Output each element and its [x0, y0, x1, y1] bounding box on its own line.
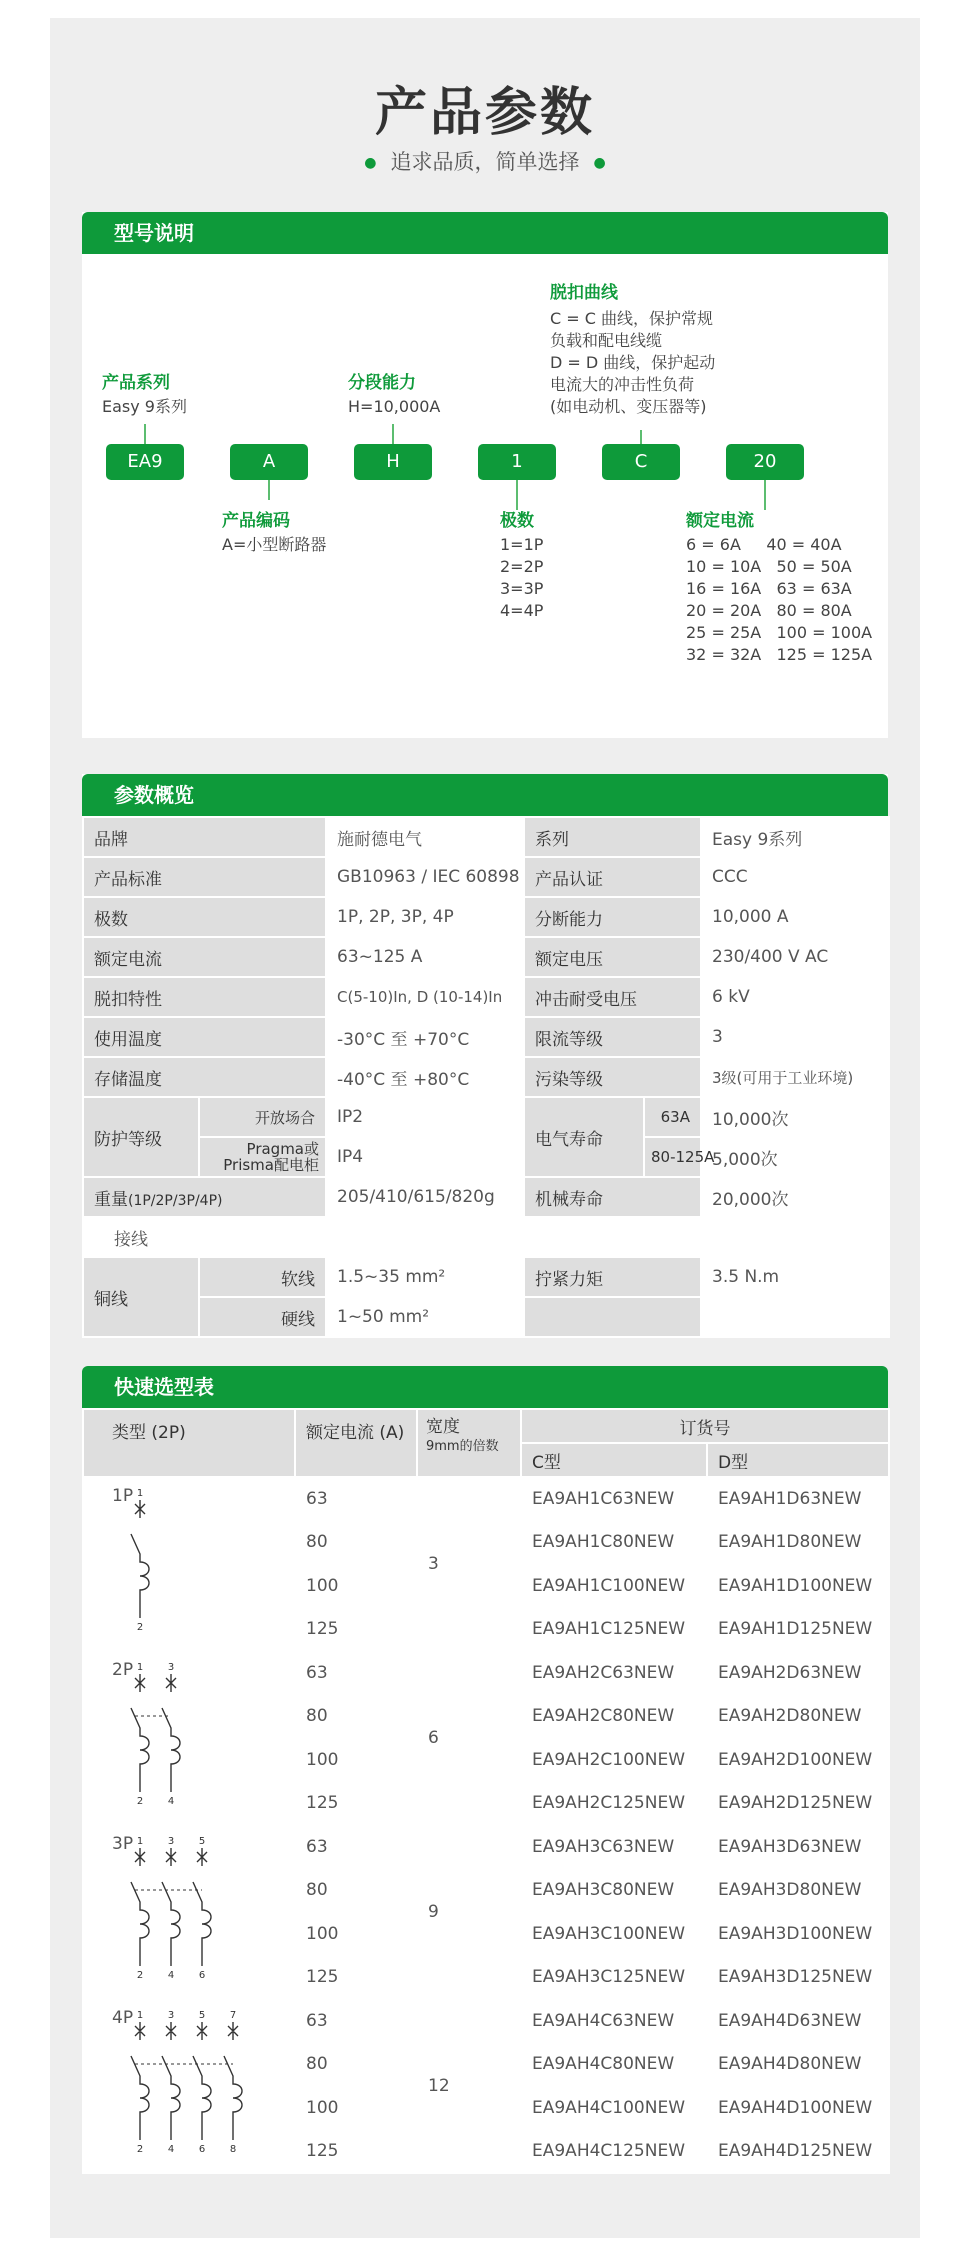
param-label: 使用温度: [83, 1017, 326, 1057]
order-number-c: EA9AH3C80NEW: [521, 1869, 707, 1913]
param-value: 3级(可用于工业环境): [701, 1057, 889, 1097]
terminal-number: 1: [136, 1662, 144, 1673]
order-number-d: EA9AH3D63NEW: [707, 1825, 889, 1869]
order-number-d: EA9AH3D80NEW: [707, 1869, 889, 1913]
poles-label: 极数: [500, 511, 534, 531]
overview-row: [83, 977, 889, 1017]
overview-row: [83, 937, 889, 977]
subtitle-text: 追求品质，简单选择: [390, 150, 580, 174]
selection-header: 快速选型表: [82, 1366, 888, 1408]
weight-label: [83, 1177, 326, 1217]
selection-row: [83, 1999, 889, 2043]
terminal-number: 8: [229, 2144, 237, 2155]
page-title: 产品参数: [374, 83, 595, 143]
breaker-pole-line: [162, 1674, 180, 1792]
model-explanation-header: 型号说明: [82, 212, 888, 254]
rated-current-cell: 100: [295, 1738, 417, 1782]
weight-label-text: 重量: [94, 1189, 128, 1210]
rated-current-cell: 63: [295, 1477, 417, 1521]
order-number-c: EA9AH4C80NEW: [521, 2043, 707, 2087]
terminal-number: 5: [198, 1836, 206, 1847]
order-number-d: EA9AH1D100NEW: [707, 1564, 889, 1608]
overview-row: [83, 1177, 889, 1217]
protection-open-value: IP2: [326, 1097, 524, 1137]
col-width-sub: 9mm的倍数: [426, 1439, 499, 1454]
terminal-number: 2: [136, 1796, 144, 1807]
order-number-d: EA9AH3D125NEW: [707, 1956, 889, 2000]
param-label: 产品认证: [524, 857, 701, 897]
overview-section: [82, 774, 888, 1330]
param-label: 污染等级: [524, 1057, 701, 1097]
selection-table: [82, 1408, 890, 2174]
breaker-type-cell: [83, 1477, 295, 1651]
overview-row: [83, 1057, 889, 1097]
series-label: 产品系列: [102, 373, 170, 393]
overview-header: 参数概览: [82, 774, 888, 816]
breaking-capacity-text: H=10,000A: [348, 397, 441, 416]
overview-table: [82, 816, 890, 1338]
param-value: C(5-10)In, D (10-14)In: [326, 977, 524, 1017]
order-number-c: EA9AH2C100NEW: [521, 1738, 707, 1782]
bullet-dot-icon: ●: [593, 155, 606, 171]
param-label: 脱扣特性: [83, 977, 326, 1017]
order-number-c: EA9AH1C63NEW: [521, 1477, 707, 1521]
order-number-c: EA9AH1C100NEW: [521, 1564, 707, 1608]
code-pill-product: A: [230, 444, 308, 480]
code-pill-curve: C: [602, 444, 680, 480]
breaker-pole-line: [131, 2022, 149, 2140]
page-subtitle: [50, 146, 920, 176]
terminal-number: 6: [198, 2144, 206, 2155]
terminal-number: 4: [167, 1796, 175, 1807]
empty-cell: [524, 1297, 701, 1337]
protection-cabinet-label: [199, 1137, 326, 1177]
torque-label: 拧紧力矩: [524, 1257, 701, 1297]
rated-current-cell: 63: [295, 1999, 417, 2043]
breaker-type-cell: [83, 1651, 295, 1825]
param-label: 冲击耐受电压: [524, 977, 701, 1017]
weight-value: 205/410/615/820g: [326, 1177, 524, 1217]
empty-cell: [701, 1297, 889, 1337]
param-label: 额定电流: [83, 937, 326, 977]
param-label: 限流等级: [524, 1017, 701, 1057]
protection-cabinet-value: IP4: [326, 1137, 524, 1177]
order-number-d: EA9AH2D100NEW: [707, 1738, 889, 1782]
poles-text: 1=1P 2=2P 3=3P 4=4P: [500, 535, 544, 620]
terminal-number: 3: [167, 1662, 175, 1673]
terminal-number: 3: [167, 2010, 175, 2021]
param-label: 产品标准: [83, 857, 326, 897]
overview-row: [83, 857, 889, 897]
order-number-d: EA9AH4D80NEW: [707, 2043, 889, 2087]
hard-wire-label: 硬线: [199, 1297, 326, 1337]
order-number-d: EA9AH3D100NEW: [707, 1912, 889, 1956]
breaker-type-label: 2P: [112, 1660, 134, 1680]
breaker-pole-line: [131, 1674, 149, 1792]
electrical-life-125-value: 5,000次: [701, 1137, 889, 1177]
product-code-label: 产品编码: [222, 511, 290, 531]
param-label: 系列: [524, 817, 701, 857]
param-value: 230/400 V AC: [701, 937, 889, 977]
order-number-d: EA9AH1D125NEW: [707, 1608, 889, 1652]
order-number-c: EA9AH2C125NEW: [521, 1782, 707, 1826]
breaker-pole-line: [224, 2022, 242, 2140]
order-number-c: EA9AH2C63NEW: [521, 1651, 707, 1695]
rated-current-cell: 80: [295, 1695, 417, 1739]
terminal-number: 6: [198, 1970, 206, 1981]
param-value: 1P, 2P, 3P, 4P: [326, 897, 524, 937]
series-text: Easy 9系列: [102, 397, 187, 416]
copper-label: 铜线: [83, 1257, 199, 1337]
param-label: 存储温度: [83, 1057, 326, 1097]
width-cell: 12: [417, 1999, 521, 2173]
terminal-number: 4: [167, 1970, 175, 1981]
terminal-number: 1: [136, 2010, 144, 2021]
rated-current-cell: 63: [295, 1651, 417, 1695]
breaker-schematic-icon: [120, 1484, 250, 1634]
connector-line: [392, 424, 394, 444]
param-value: CCC: [701, 857, 889, 897]
order-number-c: EA9AH3C100NEW: [521, 1912, 707, 1956]
col-order-header: 订货号: [521, 1409, 889, 1443]
curve-label: 脱扣曲线: [550, 283, 618, 303]
terminal-number: 2: [136, 1622, 144, 1633]
electrical-life-63-label: 63A: [644, 1097, 701, 1137]
param-label: 额定电压: [524, 937, 701, 977]
breaker-pole-line: [162, 1848, 180, 1966]
rated-current-label: 额定电流: [686, 511, 754, 531]
param-value: 3: [701, 1017, 889, 1057]
rated-current-cell: 80: [295, 1869, 417, 1913]
breaker-schematic-icon: [120, 2006, 250, 2156]
param-value: -40°C 至 +80°C: [326, 1057, 524, 1097]
breaker-type-label: 3P: [112, 1834, 134, 1854]
param-value: GB10963 / IEC 60898: [326, 857, 524, 897]
terminal-number: 3: [167, 1836, 175, 1847]
rated-current-cell: 63: [295, 1825, 417, 1869]
connector-line: [268, 480, 270, 500]
param-value: -30°C 至 +70°C: [326, 1017, 524, 1057]
curve-text: C = C 曲线，保护常规 负载和配电线缆 D = D 曲线，保护起动 电流大的冲击性负荷 (如电动机、变压器等): [550, 309, 716, 416]
soft-wire-label: 软线: [199, 1257, 326, 1297]
rated-current-cell: 125: [295, 1782, 417, 1826]
breaker-type-cell: [83, 1999, 295, 2173]
connector-line: [640, 430, 642, 444]
hard-wire-value: 1~50 mm²: [326, 1297, 524, 1337]
electrical-life-63-value: 10,000次: [701, 1097, 889, 1137]
product-code-text: A=小型断路器: [222, 535, 327, 554]
breaker-pole-line: [193, 1848, 211, 1966]
order-number-c: EA9AH2C80NEW: [521, 1695, 707, 1739]
cabinet-label-line2: Prisma配电柜: [223, 1156, 319, 1174]
connector-line: [764, 480, 766, 510]
order-number-c: EA9AH1C80NEW: [521, 1521, 707, 1565]
breaker-pole-line: [131, 1848, 149, 1966]
rated-current-cell: 100: [295, 1912, 417, 1956]
electrical-life-label: 电气寿命: [524, 1097, 644, 1177]
terminal-number: 1: [136, 1836, 144, 1847]
code-pill-series: EA9: [106, 444, 184, 480]
rated-current-cell: 125: [295, 1608, 417, 1652]
selection-row: [83, 1477, 889, 1521]
rated-current-cell: 80: [295, 1521, 417, 1565]
breaker-type-label: 1P: [112, 1486, 134, 1506]
col-d-header: D型: [707, 1443, 889, 1477]
connector-line: [144, 424, 146, 444]
rated-current-cell: 100: [295, 1564, 417, 1608]
param-label: 极数: [83, 897, 326, 937]
breaker-pole-line: [131, 1500, 149, 1618]
overview-row: [83, 1097, 889, 1137]
col-width-header: [417, 1409, 521, 1477]
order-number-c: EA9AH3C125NEW: [521, 1956, 707, 2000]
breaker-type-cell: [83, 1825, 295, 1999]
code-pill-poles: 1: [478, 444, 556, 480]
col-c-header: C型: [521, 1443, 707, 1477]
overview-row: [83, 897, 889, 937]
overview-row: [83, 1257, 889, 1297]
terminal-number: 2: [136, 1970, 144, 1981]
rated-current-cell: 80: [295, 2043, 417, 2087]
order-number-c: EA9AH4C63NEW: [521, 1999, 707, 2043]
terminal-number: 2: [136, 2144, 144, 2155]
param-value: 6 kV: [701, 977, 889, 1017]
breaker-type-label: 4P: [112, 2008, 134, 2028]
electrical-life-125-label: 80-125A: [644, 1137, 701, 1177]
breaking-capacity-label: 分段能力: [348, 373, 416, 393]
mech-life-value: 20,000次: [701, 1177, 889, 1217]
width-cell: 9: [417, 1825, 521, 1999]
param-value: 10,000 A: [701, 897, 889, 937]
soft-wire-value: 1.5~35 mm²: [326, 1257, 524, 1297]
cabinet-label-line1: Pragma或: [246, 1140, 319, 1158]
rated-current-cell: 125: [295, 2130, 417, 2174]
overview-row: [83, 1297, 889, 1337]
order-number-d: EA9AH1D63NEW: [707, 1477, 889, 1521]
code-pill-current: 20: [726, 444, 804, 480]
breaker-schematic-icon: [120, 1832, 250, 1982]
order-number-d: EA9AH4D63NEW: [707, 1999, 889, 2043]
order-number-d: EA9AH4D100NEW: [707, 2086, 889, 2130]
mech-life-label: 机械寿命: [524, 1177, 701, 1217]
breaker-pole-line: [193, 2022, 211, 2140]
order-number-d: EA9AH4D125NEW: [707, 2130, 889, 2174]
selection-header-row: [83, 1409, 889, 1443]
order-number-c: EA9AH3C63NEW: [521, 1825, 707, 1869]
col-type-header: 类型 (2P): [83, 1409, 295, 1477]
product-parameters-page: [50, 18, 920, 2238]
terminal-number: 4: [167, 2144, 175, 2155]
param-value: Easy 9系列: [701, 817, 889, 857]
torque-value: 3.5 N.m: [701, 1257, 889, 1297]
param-label: 品牌: [83, 817, 326, 857]
overview-row: [83, 1217, 889, 1257]
param-value: 施耐德电气: [326, 817, 524, 857]
model-explanation-section: [82, 212, 888, 738]
rated-current-cell: 125: [295, 1956, 417, 2000]
overview-row: [83, 817, 889, 857]
protection-open-label: 开放场合: [199, 1097, 326, 1137]
col-width-title: 宽度: [426, 1417, 460, 1437]
terminal-number: 7: [229, 2010, 237, 2021]
col-current-header: 额定电流 (A): [295, 1409, 417, 1477]
weight-label-sub: (1P/2P/3P/4P): [128, 1192, 223, 1209]
terminal-number: 5: [198, 2010, 206, 2021]
param-value: 63~125 A: [326, 937, 524, 977]
selection-row: [83, 1651, 889, 1695]
overview-row: [83, 1017, 889, 1057]
order-number-d: EA9AH2D125NEW: [707, 1782, 889, 1826]
order-number-c: EA9AH4C100NEW: [521, 2086, 707, 2130]
breaker-schematic-icon: [120, 1658, 250, 1808]
param-label: 分断能力: [524, 897, 701, 937]
protection-label: 防护等级: [83, 1097, 199, 1177]
order-number-d: EA9AH1D80NEW: [707, 1521, 889, 1565]
selection-section: [82, 1366, 888, 2176]
order-number-d: EA9AH2D80NEW: [707, 1695, 889, 1739]
bullet-dot-icon: ●: [364, 155, 377, 171]
terminal-number: 1: [136, 1488, 144, 1499]
rated-current-cell: 100: [295, 2086, 417, 2130]
overview-row: [83, 1137, 889, 1177]
selection-row: [83, 1825, 889, 1869]
order-number-c: EA9AH1C125NEW: [521, 1608, 707, 1652]
wiring-label: 接线: [83, 1217, 889, 1257]
rated-current-text: 6 = 6A 40 = 40A 10 = 10A 50 = 50A 16 = 16A 63 = 63A 20 = 20A 80 = 80A 25 = 25A 100 = 100A 32 = 32A 125 = 125A: [686, 535, 873, 664]
code-pill-breaking: H: [354, 444, 432, 480]
breaker-pole-line: [162, 2022, 180, 2140]
width-cell: 3: [417, 1477, 521, 1651]
width-cell: 6: [417, 1651, 521, 1825]
order-number-d: EA9AH2D63NEW: [707, 1651, 889, 1695]
order-number-c: EA9AH4C125NEW: [521, 2130, 707, 2174]
